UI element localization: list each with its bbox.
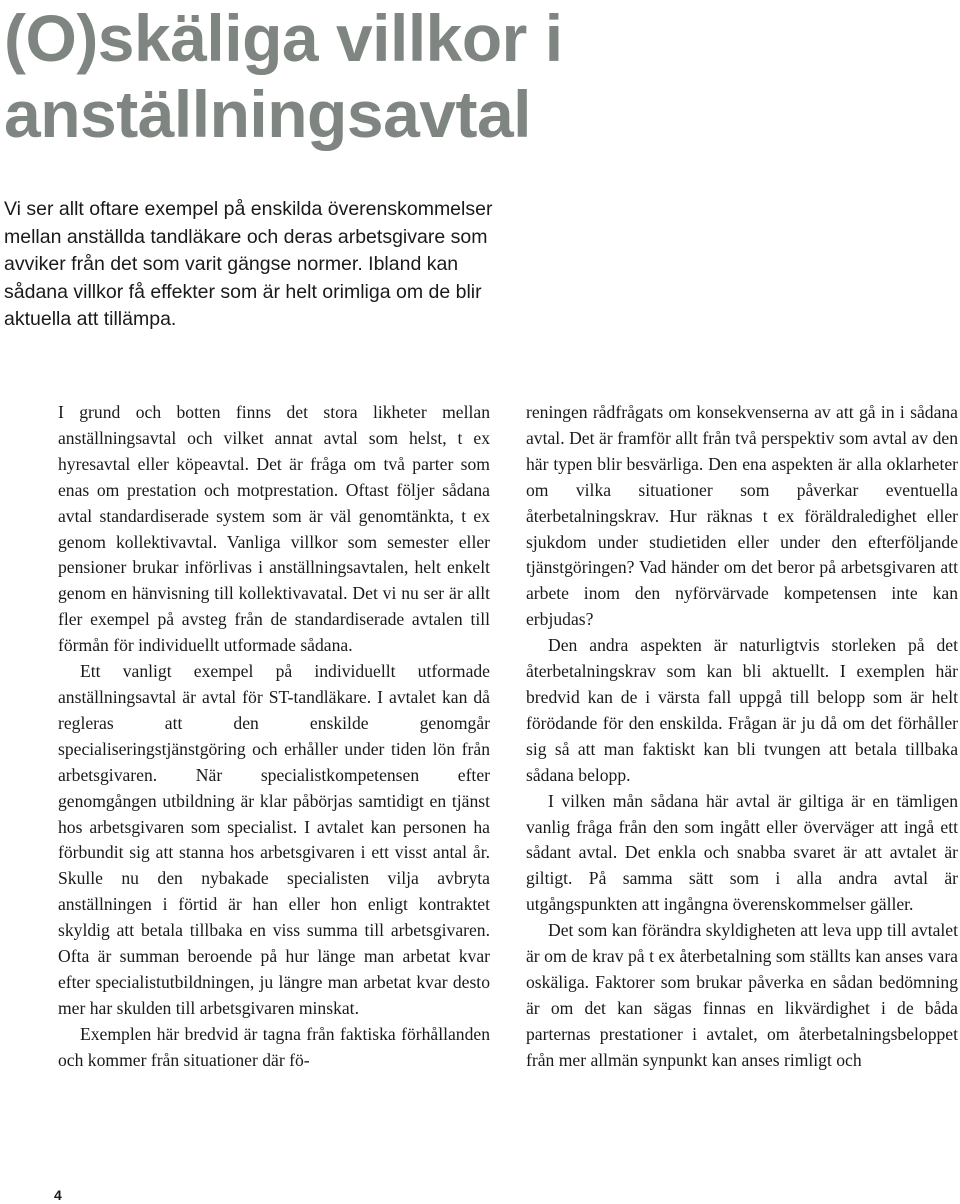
lead-paragraph: Vi ser allt oftare exempel på enskilda överenskommelser mellan anställda tandläkare och deras arbetsgivare som avviker från det som varit gängse normer. Ibland kan sådana villkor få effekter som är helt orimliga om de blir aktuella att tillämpa. [4, 198, 493, 331]
body-column-right [526, 400, 958, 1074]
body-paragraph: Ett vanligt exempel på individuellt utformade anställningsavtal är avtal för ST-tandläkare. I avtalet kan då regleras att den enskilde genomgår specialiseringstjänstgöring och erhåller under tiden lön från arbetsgivaren. När specialistkompetensen efter genomgången utbildning är klar påbörjas samtidigt en tjänst hos arbetsgivaren som specialist. I avtalet kan personen ha förbundit sig att stanna hos arbetsgivaren i ett visst antal år. Skulle nu den nybakade specialisten vilja avbryta anställningen i förtid är han eller hon enligt kontraktet skyldig att betala tillbaka en viss summa till arbetsgivaren. Ofta är summan beroende på hur länge man arbetat kvar efter specialistutbildningen, ju längre man arbetat kvar desto mer har skulden till arbetsgivaren minskat. [58, 661, 490, 1018]
body-paragraph: Det som kan förändra skyldigheten att leva upp till avtalet är om de krav på t ex återbetalning som ställts kan anses vara oskäliga. Faktorer som brukar påverka en sådan bedömning är om det kan sägas finnas en likvärdighet i de båda parternas prestationer i avtalet, om återbetalningsbeloppet från mer allmän synpunkt kan anses rimligt och [526, 920, 958, 1070]
body-paragraph: I grund och botten finns det stora likheter mellan anställningsavtal och vilket annat avtal som helst, t ex hyresavtal eller köpeavtal. Det är fråga om två parter som enas om prestation och motprestation. Oftast följer sådana avtal standardiserade system som är väl genomtänkta, t ex genom kollektivavtal. Vanliga villkor som semester eller pensioner brukar införlivas i anställningsavtalen, helt enkelt genom en hänvisning till kollektivavatal. Det vi nu ser är allt fler exempel på avsteg från de standardiserade avtalen till förmån för individuellt utformade sådana. [58, 402, 490, 656]
body-column-left [58, 400, 490, 1074]
page-number: 4 [54, 1187, 62, 1203]
body-paragraph: Exemplen här bredvid är tagna från faktiska förhållanden och kommer från situationer där fö- [58, 1023, 490, 1070]
article-title: (O)skäliga villkor i anställningsavtal [4, 1, 563, 151]
body-paragraph: Den andra aspekten är naturligtvis storleken på det återbetalningskrav som kan bli aktuellt. I exemplen här bredvid kan de i värsta fall uppgå till belopp som är helt förödande för den enskilda. Frågan är ju då om det förhåller sig så att man faktiskt kan bli tvungen att betala tillbaka sådana belopp. [526, 635, 958, 785]
body-paragraph: reningen rådfrågats om konsekvenserna av att gå in i sådana avtal. Det är framför allt från två perspektiv som avtal av den här typen blir besvärliga. Den ena aspekten är alla oklarheter om vilka situationer som påverkar eventuella återbetalningskrav. Hur räknas t ex föräldraledighet eller sjukdom under studietiden eller under den efterföljande tjänstgöringen? Vad händer om det beror på arbetsgivaren att arbete inom den nyförvärvade kompetensen inte kan erbjudas? [526, 402, 958, 630]
body-paragraph: I vilken mån sådana här avtal är giltiga är en tämligen vanlig fråga från den som ingått eller överväger att ingå ett sådant avtal. Det enkla och snabba svaret är att avtalet är giltigt. På samma sätt som i alla andra avtal är utgångspunkten att ingångna överenskommelser gäller. [526, 790, 958, 915]
